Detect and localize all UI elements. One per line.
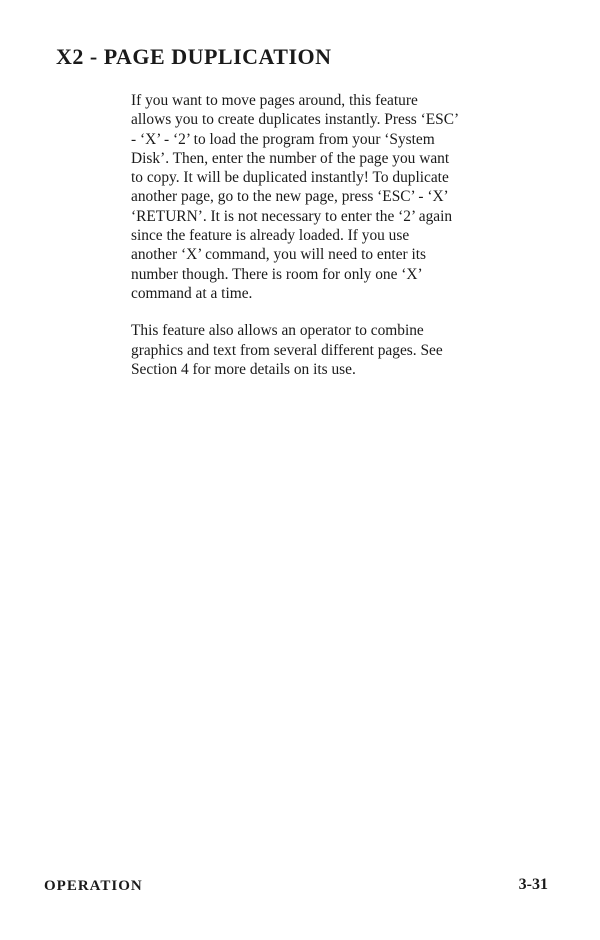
body-text: [131, 91, 541, 379]
page-number: 3-31: [518, 876, 548, 893]
paragraph-1: [131, 91, 541, 303]
text-line: another page, go to the new page, press ‘ESC’ - ‘X’: [131, 188, 449, 206]
text-line: ‘RETURN’. It is not necessary to enter the ‘2’ again: [131, 207, 453, 225]
text-line: allows you to create duplicates instantly. Press ‘ESC’: [131, 111, 460, 129]
footer-section-label: OPERATION: [44, 878, 143, 894]
paragraph-spacer: [131, 303, 541, 321]
text-line: If you want to move pages around, this feature: [131, 92, 418, 109]
text-line: since the feature is already loaded. If you use: [131, 227, 410, 245]
text-line: graphics and text from several different pages. See: [131, 341, 443, 359]
text-line: Disk’. Then, enter the number of the page you want: [131, 149, 450, 167]
text-line: command at a time.: [131, 284, 253, 302]
text-line: number though. There is room for only one ‘X’: [131, 265, 423, 283]
paragraph-2: [131, 321, 541, 379]
text-line: Section 4 for more details on its use.: [131, 360, 356, 378]
text-line: - ‘X’ - ‘2’ to load the program from your ‘System: [131, 130, 435, 148]
section-heading: X2 - PAGE DUPLICATION: [56, 44, 332, 69]
text-line: another ‘X’ command, you will need to enter its: [131, 246, 427, 264]
text-line: to copy. It will be duplicated instantly! To duplicate: [131, 169, 449, 187]
text-line: This feature also allows an operator to combine: [131, 322, 424, 340]
